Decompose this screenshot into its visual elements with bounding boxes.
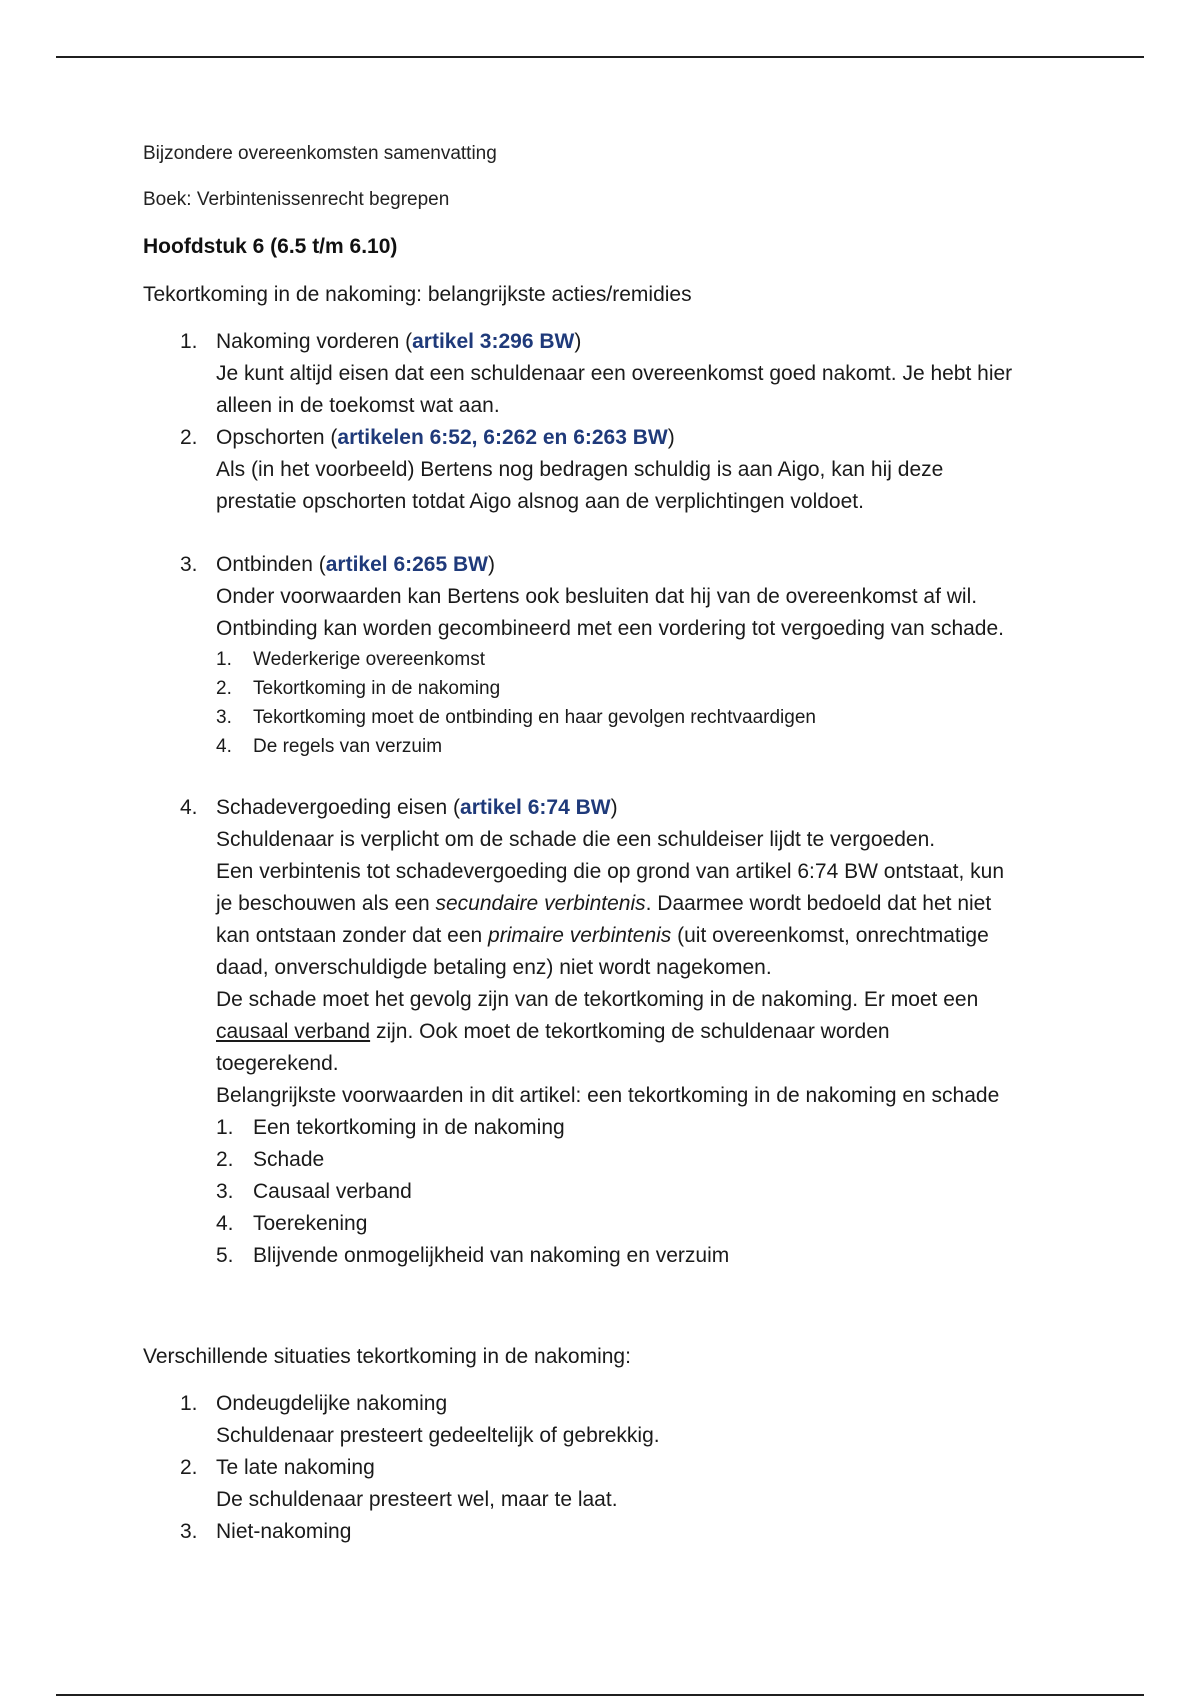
situation-item bbox=[143, 1516, 1103, 1548]
document-title: Bijzondere overeenkomsten samenvatting bbox=[143, 143, 497, 164]
remedy-item bbox=[143, 792, 1103, 1112]
remedy-text: causaal verband zijn. Ook moet de tekortkoming de schuldenaar worden bbox=[216, 1020, 890, 1043]
document-page bbox=[143, 140, 1103, 1548]
article-reference: artikelen 6:52, 6:262 en 6:263 BW bbox=[337, 426, 668, 449]
situation-title: Te late nakoming bbox=[216, 1456, 375, 1479]
sub-list-item: 4. De regels van verzuim bbox=[216, 736, 443, 757]
remedy-text: De schade moet het gevolg zijn van de tekortkoming in de nakoming. Er moet een bbox=[216, 988, 979, 1011]
remedies-intro: Tekortkoming in de nakoming: belangrijkste acties/remidies bbox=[143, 283, 692, 306]
remedy-text: Een verbintenis tot schadevergoeding die op grond van artikel 6:74 BW ontstaat, kun bbox=[216, 860, 1004, 883]
list-number: 3. bbox=[180, 553, 198, 576]
situation-text: Schuldenaar presteert gedeeltelijk of gebrekkig. bbox=[216, 1424, 660, 1447]
footer-rule bbox=[56, 1694, 1144, 1696]
article-reference: artikel 6:265 BW bbox=[325, 553, 488, 576]
article-reference: artikel 3:296 BW bbox=[412, 330, 575, 353]
sub-list-item: 2. Schade bbox=[216, 1148, 325, 1171]
remedy-text: Je kunt altijd eisen dat een schuldenaar een overeenkomst goed nakomt. Je hebt hier bbox=[216, 362, 1013, 385]
sub-list-item: 5. Blijvende onmogelijkheid van nakoming en verzuim bbox=[216, 1244, 730, 1267]
remedy-item bbox=[143, 549, 1103, 645]
remedy-text: daad, onverschuldigde betaling enz) niet wordt nagekomen. bbox=[216, 956, 772, 979]
situations-heading: Verschillende situaties tekortkoming in de nakoming: bbox=[143, 1345, 631, 1368]
remedy-item bbox=[143, 422, 1103, 518]
remedy-text: Als (in het voorbeeld) Bertens nog bedragen schuldig is aan Aigo, kan hij deze bbox=[216, 458, 944, 481]
list-number: 1. bbox=[180, 330, 198, 353]
underlined-term: causaal verband bbox=[216, 1020, 371, 1043]
list-number: 4. bbox=[180, 796, 198, 819]
situation-title: Ondeugdelijke nakoming bbox=[216, 1392, 448, 1415]
remedy-text: je beschouwen als een secundaire verbintenis. Daarmee wordt bedoeld dat het niet bbox=[216, 892, 992, 915]
remedy-item bbox=[143, 326, 1103, 422]
sub-list-item: 4. Toerekening bbox=[216, 1212, 368, 1235]
italic-term: secundaire verbintenis bbox=[435, 892, 646, 915]
remedy-title: Schadevergoeding eisen (artikel 6:74 BW) bbox=[216, 796, 618, 819]
remedy-title: Ontbinden (artikel 6:265 BW) bbox=[216, 553, 495, 576]
situation-item bbox=[143, 1452, 1103, 1516]
remedy-text: Ontbinding kan worden gecombineerd met een vordering tot vergoeding van schade. bbox=[216, 617, 1005, 640]
list-number: 2. bbox=[180, 426, 198, 449]
header-rule bbox=[56, 56, 1144, 58]
list-number: 3. bbox=[180, 1520, 198, 1543]
remedy-title: Nakoming vorderen (artikel 3:296 BW) bbox=[216, 330, 582, 353]
book-reference: Boek: Verbintenissenrecht begrepen bbox=[143, 189, 450, 210]
sub-list-item: 1. Een tekortkoming in de nakoming bbox=[216, 1116, 565, 1139]
remedy-title: Opschorten (artikelen 6:52, 6:262 en 6:263 BW) bbox=[216, 426, 675, 449]
list-number: 2. bbox=[180, 1456, 198, 1479]
remedy-text: Onder voorwaarden kan Bertens ook besluiten dat hij van de overeenkomst af wil. bbox=[216, 585, 978, 608]
sub-list-item: 3. Tekortkoming moet de ontbinding en haar gevolgen rechtvaardigen bbox=[216, 707, 816, 728]
situation-item bbox=[143, 1388, 1103, 1452]
sub-list-item: 2. Tekortkoming in de nakoming bbox=[216, 678, 501, 699]
article-reference: artikel 6:74 BW bbox=[460, 796, 611, 819]
italic-term: primaire verbintenis bbox=[488, 924, 672, 947]
chapter-heading: Hoofdstuk 6 (6.5 t/m 6.10) bbox=[143, 235, 398, 258]
remedy-text: toegerekend. bbox=[216, 1052, 339, 1075]
sub-list-item: 3. Causaal verband bbox=[216, 1180, 412, 1203]
remedy-text: alleen in de toekomst wat aan. bbox=[216, 394, 500, 417]
remedy-text: Schuldenaar is verplicht om de schade die een schuldeiser lijdt te vergoeden. bbox=[216, 828, 936, 851]
remedy-text: Belangrijkste voorwaarden in dit artikel: een tekortkoming in de nakoming en schade bbox=[216, 1084, 1000, 1107]
remedy-text: kan ontstaan zonder dat een primaire verbintenis (uit overeenkomst, onrechtmatige bbox=[216, 924, 989, 947]
situation-text: De schuldenaar presteert wel, maar te laat. bbox=[216, 1488, 618, 1511]
list-number: 1. bbox=[180, 1392, 198, 1415]
situation-title: Niet-nakoming bbox=[216, 1520, 352, 1543]
sub-list-item: 1. Wederkerige overeenkomst bbox=[216, 649, 485, 670]
remedy-text: prestatie opschorten totdat Aigo alsnog aan de verplichtingen voldoet. bbox=[216, 490, 864, 513]
